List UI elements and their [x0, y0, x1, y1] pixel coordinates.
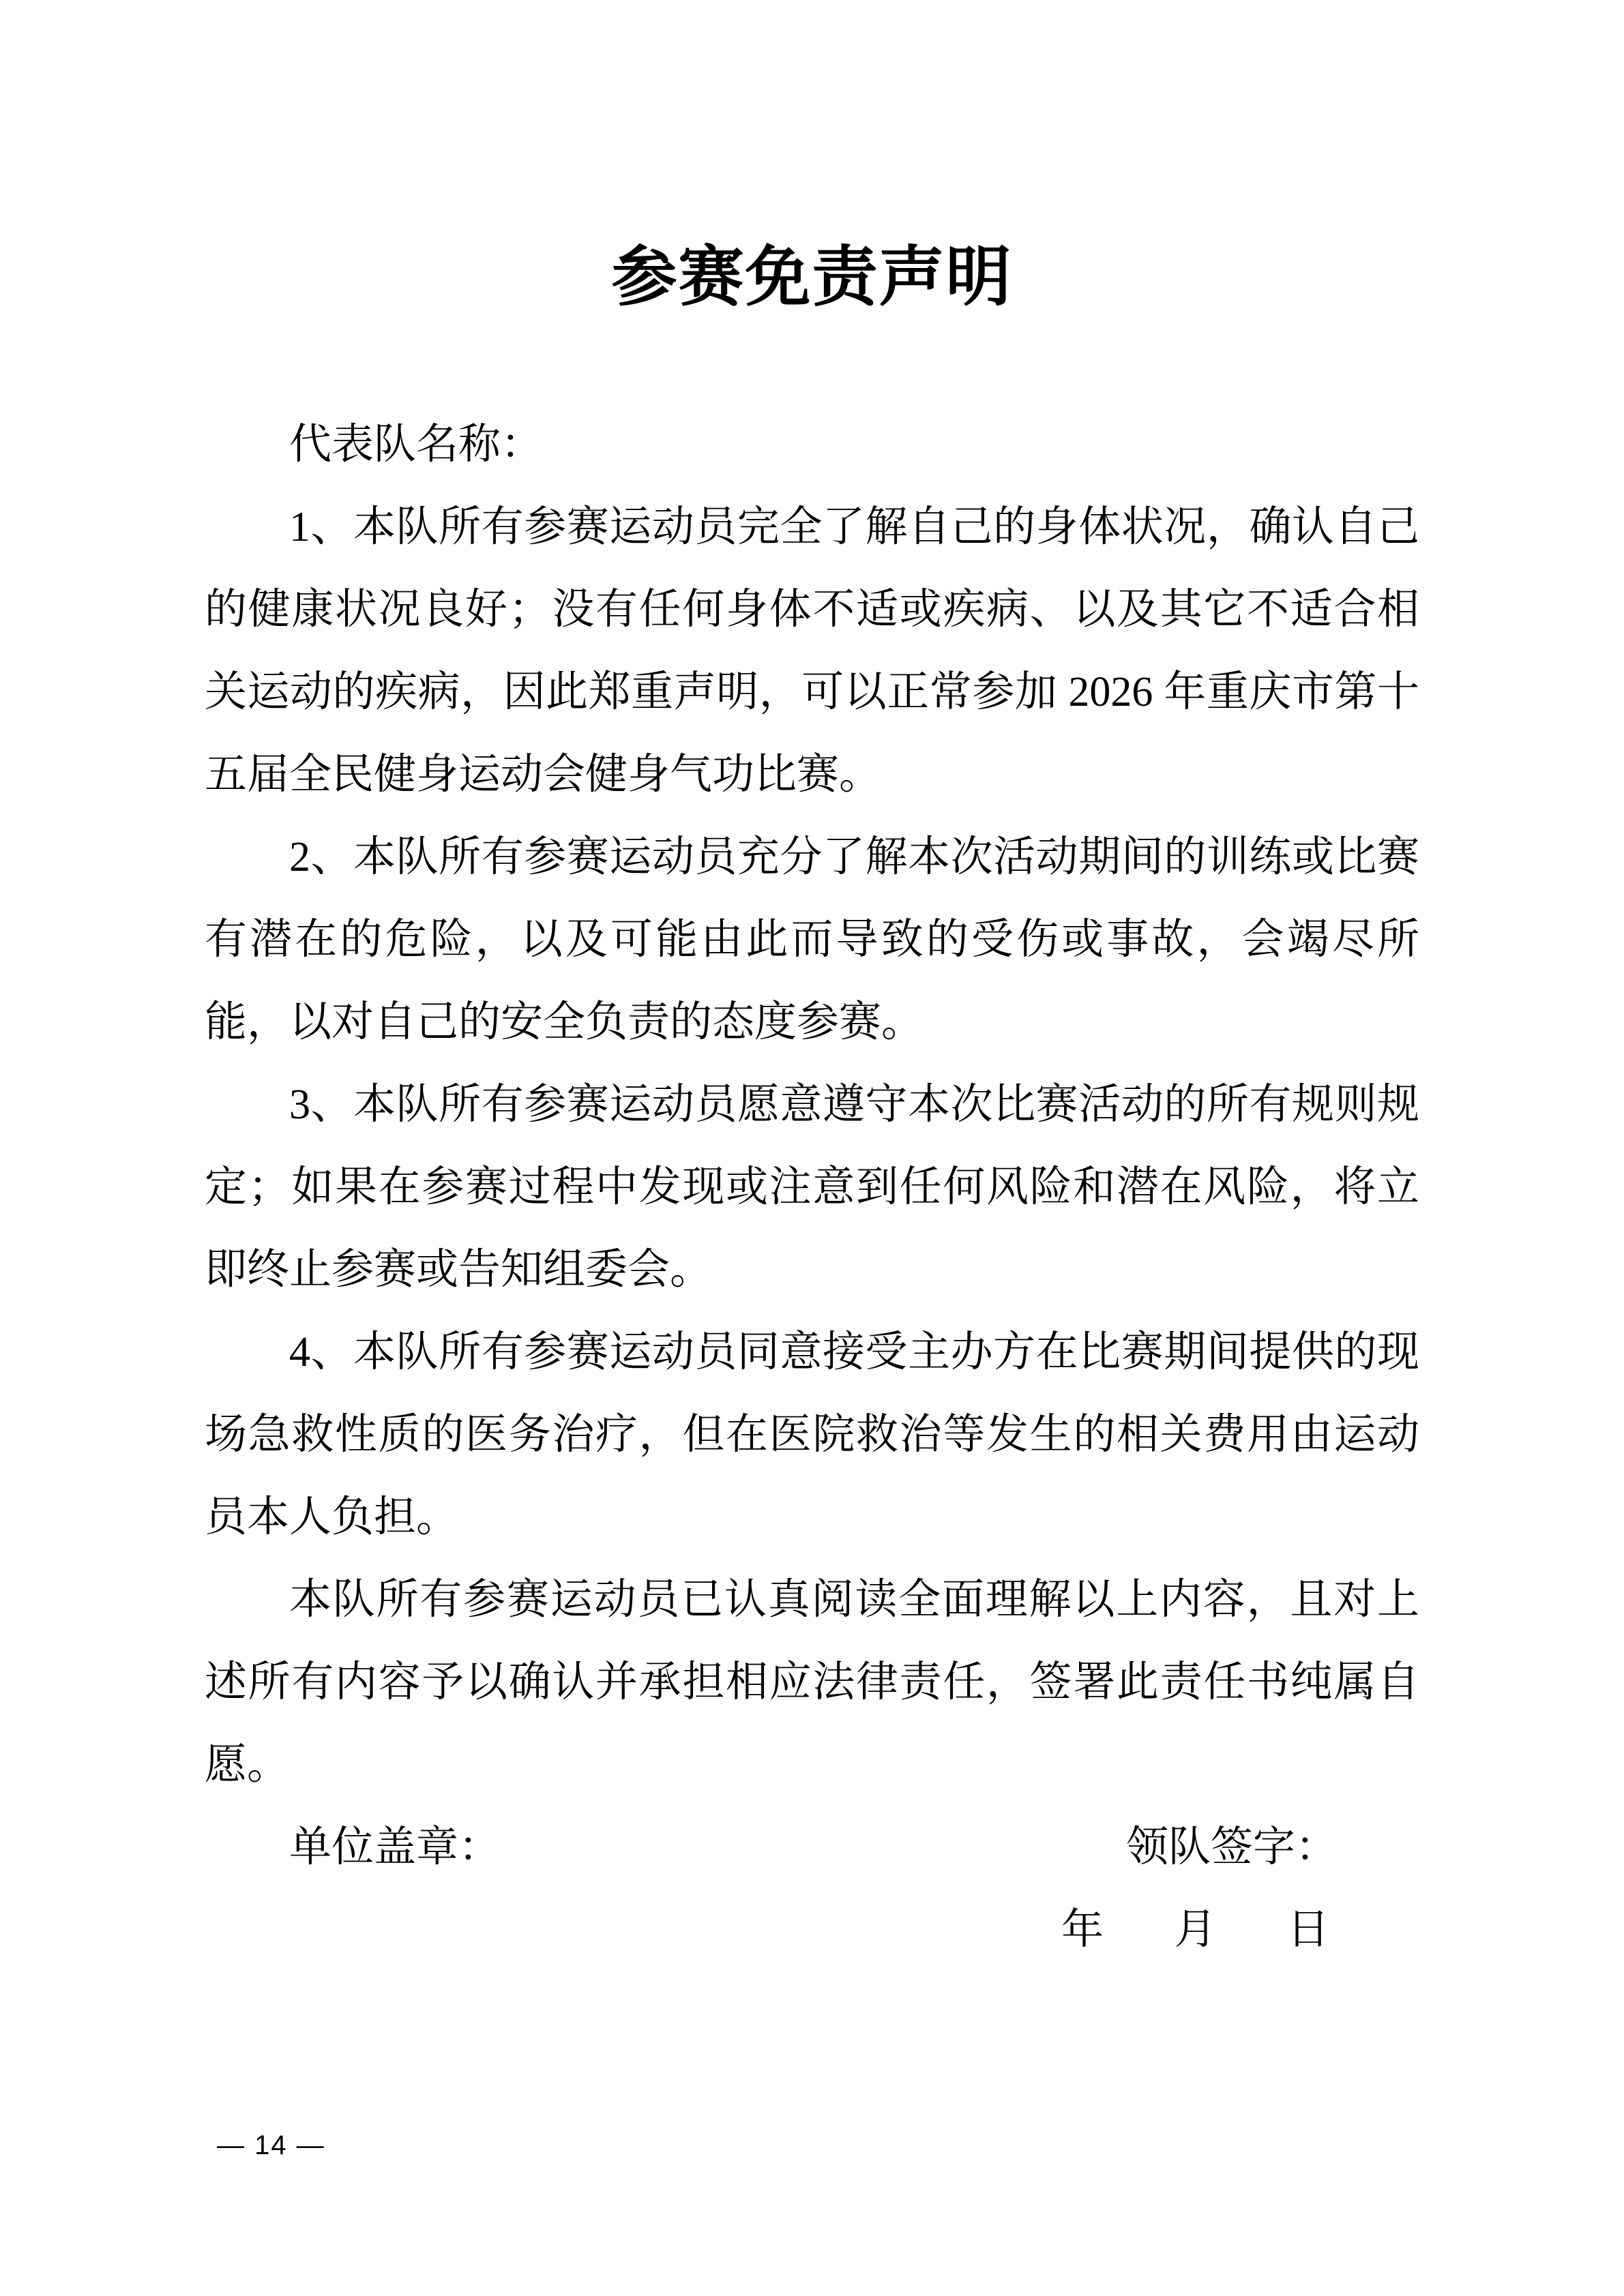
date-day-label: 日	[1286, 1907, 1329, 1953]
team-name-label: 代表队名称：	[289, 421, 544, 468]
signature-row	[205, 1806, 1419, 1889]
date-month-label: 月	[1174, 1907, 1217, 1953]
paragraph-2: 2、本队所有参赛运动员充分了解本次活动期间的训练或比赛有潜在的危险，以及可能由此而导致的受伤或事故，会竭尽所能，以对自己的安全负责的态度参赛。	[205, 834, 1419, 1045]
paragraph-3: 3、本队所有参赛运动员愿意遵守本次比赛活动的所有规则规定；如果在参赛过程中发现或注意到任何风险和潜在风险，将立即终止参赛或告知组委会。	[205, 1082, 1419, 1293]
date-line	[205, 1889, 1419, 1971]
page-title: 参赛免责声明	[611, 241, 1013, 314]
date-year-label: 年	[1061, 1907, 1104, 1953]
document-body	[205, 404, 1419, 1971]
paragraph-1: 1、本队所有参赛运动员完全了解自己的身体状况，确认自己的健康状况良好；没有任何身体不适或疾病、以及其它不适合相关运动的疾病，因此郑重声明，可以正常参加 2026 年重庆市第十五届全民健身运动会健身气功比赛。	[205, 504, 1419, 798]
unit-seal-label: 单位盖章：	[289, 1824, 501, 1870]
leader-signature-label: 领队签字：	[1125, 1824, 1338, 1870]
paragraph-4: 4、本队所有参赛运动员同意接受主办方在比赛期间提供的现场急救性质的医务治疗，但在医院救治等发生的相关费用由运动员本人负担。	[205, 1329, 1419, 1540]
closing-paragraph: 本队所有参赛运动员已认真阅读全面理解以上内容，且对上述所有内容予以确认并承担相应法律责任，签署此责任书纯属自愿。	[205, 1577, 1419, 1788]
page-number: — 14 —	[217, 2130, 325, 2160]
